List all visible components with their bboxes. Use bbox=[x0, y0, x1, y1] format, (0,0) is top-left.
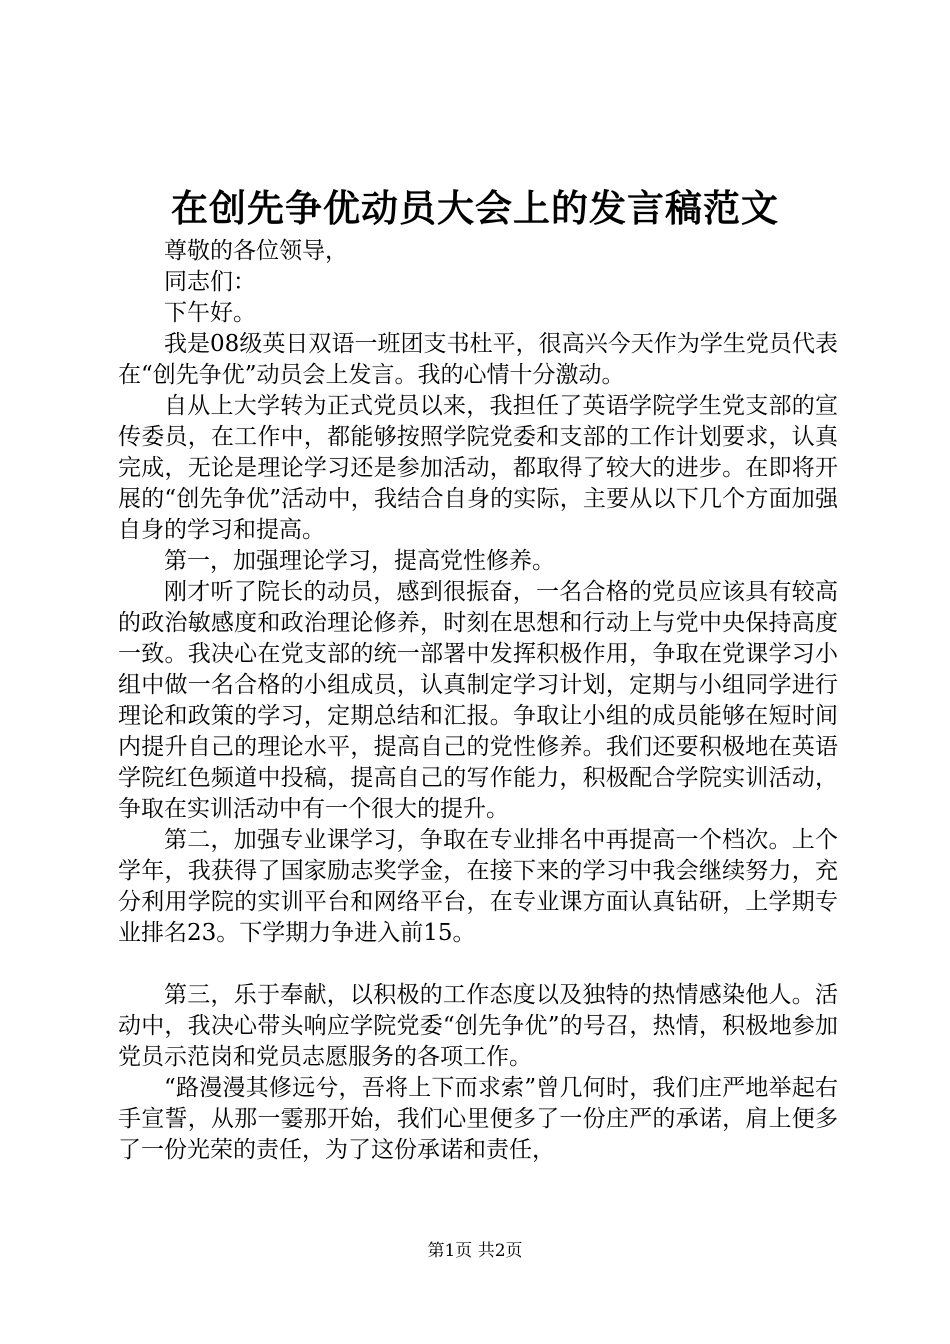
background-paragraph: 自从上大学转为正式党员以来，我担任了英语学院学生党支部的宣传委员，在工作中，都能够按照学院党委和支部的工作计划要求，认真完成，无论是理论学习还是参加活动，都取得了较大的进步。在即将开展的“创先争优”活动中，我结合自身的实际，主要从以下几个方面加强自身的学习和提高。 bbox=[118, 393, 838, 543]
point-three-paragraph: 第三，乐于奉献，以积极的工作态度以及独特的热情感染他人。活动中，我决心带头响应学院党委“创先争优”的号召，热情，积极地参加党员示范岗和党员志愿服务的各项工作。 bbox=[118, 982, 838, 1070]
closing-paragraph: “路漫漫其修远兮，吾将上下而求索”曾几何时，我们庄严地举起右手宣誓，从那一霎那开始，我们心里便多了一份庄严的承诺，肩上便多了一份光荣的责任，为了这份承诺和责任， bbox=[118, 1075, 838, 1163]
document-body bbox=[118, 236, 838, 1166]
point-two-paragraph: 第二，加强专业课学习，争取在专业排名中再提高一个档次。上个学年，我获得了国家励志奖学金，在接下来的学习中我会继续努力，充分利用学院的实训平台和网络平台，在专业课方面认真钻研，上学期专业排名23。下学期力争进入前15。 bbox=[118, 827, 838, 946]
salutation-leaders: 尊敬的各位领导， bbox=[164, 238, 348, 264]
page-number-footer: 第1页 共2页 bbox=[427, 1241, 523, 1261]
point-one-paragraph: 刚才听了院长的动员，感到很振奋，一名合格的党员应该具有较高的政治敏感度和政治理论修养，时刻在思想和行动上与党中央保持高度一致。我决心在党支部的统一部署中发挥积极作用，争取在党课学习小组中做一名合格的小组成员，认真制定学习计划，定期与小组同学进行理论和政策的学习，定期总结和汇报。争取让小组的成员能够在短时间内提升自己的理论水平，提高自己的党性修养。我们还要积极地在英语学院红色频道中投稿，提高自己的写作能力，积极配合学院实训活动，争取在实训活动中有一个很大的提升。 bbox=[118, 579, 838, 822]
intro-paragraph: 我是08级英日双语一班团支书杜平，很高兴今天作为学生党员代表在“创先争优”动员会上发言。我的心情十分激动。 bbox=[118, 331, 838, 388]
document-title: 在创先争优动员大会上的发言稿范文 bbox=[171, 186, 779, 230]
salutation-comrades: 同志们： bbox=[164, 269, 256, 295]
point-one-heading: 第一，加强理论学习，提高党性修养。 bbox=[164, 548, 555, 574]
greeting: 下午好。 bbox=[164, 300, 256, 326]
